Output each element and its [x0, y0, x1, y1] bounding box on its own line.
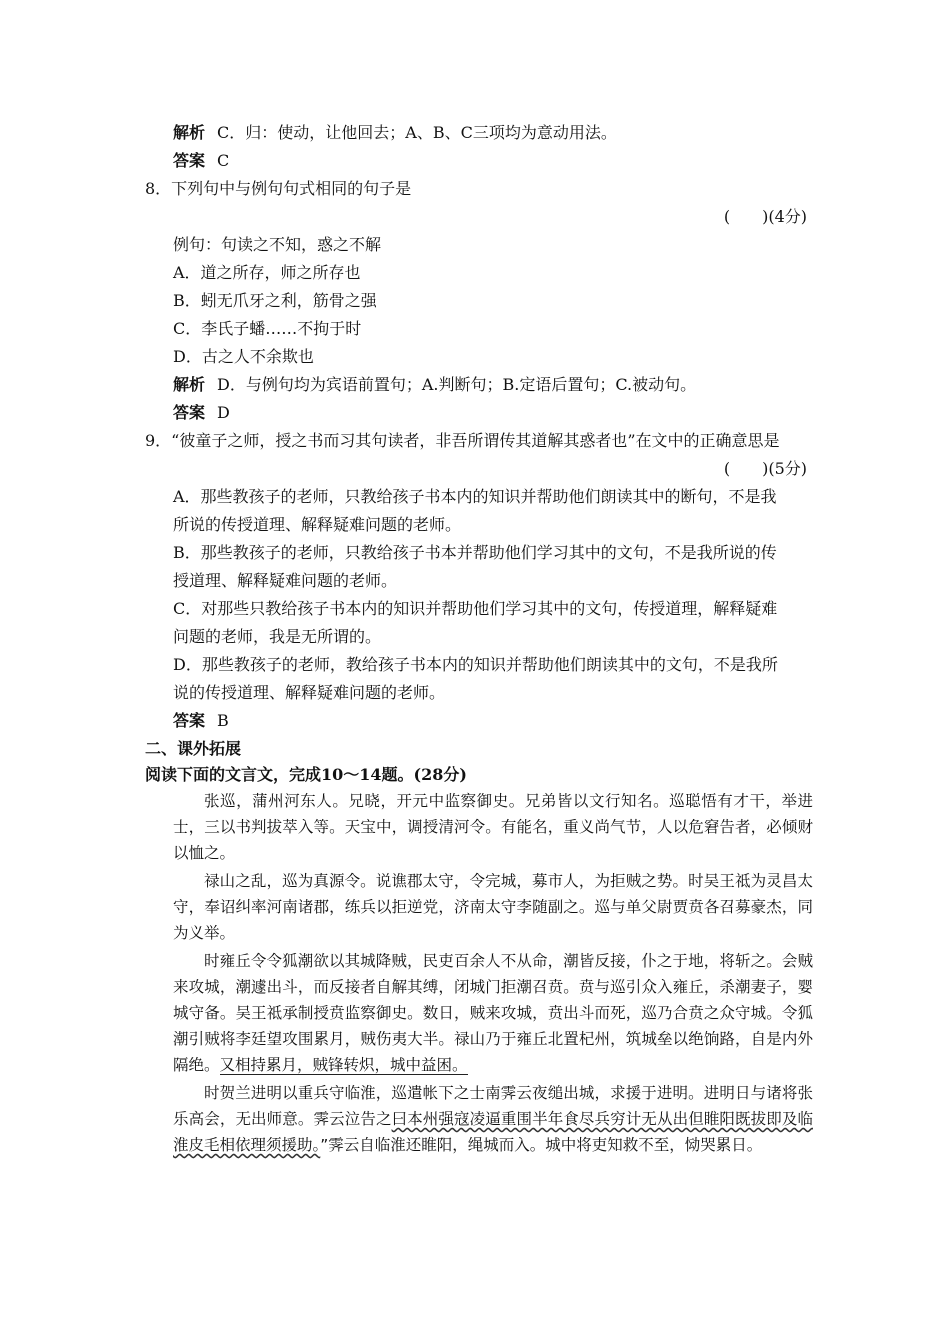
q9-option-b-line2: 授道理、解释疑难问题的老师。: [173, 571, 398, 590]
q9-option-d-line2: 说的传授道理、解释疑难问题的老师。: [173, 683, 446, 702]
q8-analysis: [173, 375, 696, 395]
q8-analysis-text: D．与例句均为宾语前置句；A.判断句；B.定语后置句；C.被动句。: [217, 375, 697, 394]
q9-answer-text: B: [217, 711, 229, 730]
q8-answer-label: 答案: [173, 403, 206, 422]
q8-stem: 8．下列句中与例句句式相同的句子是: [145, 179, 412, 198]
section-heading: 二、课外拓展: [145, 739, 242, 758]
q7-analysis-text: C．归：使动，让他回去；A、B、C三项均为意动用法。: [217, 123, 617, 142]
section-instruction: 阅读下面的文言文，完成10～14题。(28分): [145, 765, 467, 784]
wavy-underlined-sentence: 曰本州强寇凌逼重围半年食尽兵穷计无从出但睢阳既拔即及临淮皮毛相依理须援助。: [173, 1110, 813, 1154]
passage-paragraph-3-text: 时雍丘令令狐潮欲以其城降贼，民吏百余人不从命，潮皆反接，仆之于地，将斩之。会贼来攻城，潮遽出斗，而反接者自解其缚，闭城门拒潮召贲。贲与巡引众入雍丘，杀潮妻子，婴城守备。吴王祗承制授贲监察御史。数日，贼来攻城，贲出斗而死，巡乃合贲之众守城。令狐潮引贼将李廷望攻围累月，贼伤夷大半。禄山乃于雍丘北置杞州，筑城垒以绝饷路，自是内外隔绝。: [173, 952, 813, 1074]
q9-stem: 9．“彼童子之师，授之书而习其句读者，非吾所谓传其道解其惑者也”在文中的正确意思是: [145, 431, 780, 450]
q8-answer: [173, 403, 230, 423]
q8-option-d: D．古之人不余欺也: [173, 347, 314, 366]
q7-answer-text: C: [217, 151, 230, 170]
passage-paragraph-4-end: ”霁云自临淮还睢阳，绳城而入。城中将吏知救不至，恸哭累日。: [320, 1136, 763, 1154]
q8-answer-text: D: [217, 403, 230, 422]
q9-option-c-line1: C．对那些只教给孩子书本内的知识并帮助他们学习其中的文句，传授道理，解释疑难: [173, 599, 778, 618]
q7-answer-label: 答案: [173, 151, 206, 170]
q9-answer-label: 答案: [173, 711, 206, 730]
q8-option-c: C．李氏子蟠……不拘于时: [173, 319, 362, 338]
q9-score: ( )(5分): [723, 459, 807, 478]
passage-paragraph-3: [173, 948, 813, 1078]
q8-score: ( )(4分): [723, 207, 807, 226]
q9-answer: [173, 711, 229, 731]
classical-passage: [173, 788, 813, 1160]
passage-paragraph-2: 禄山之乱，巡为真源令。说谯郡太守，令完城，募市人，为拒贼之势。时吴王祗为灵昌太守，奉诏纠率河南诸郡，练兵以拒逆党，济南太守李随副之。巡与单父尉贾贲各召募豪杰，同为义举。: [173, 872, 813, 942]
passage-paragraph-4: [173, 1080, 813, 1158]
q8-option-a: A．道之所存，师之所存也: [173, 263, 361, 282]
q9-option-c-line2: 问题的老师，我是无所谓的。: [173, 627, 382, 646]
q9-option-a-line1: A．那些教孩子的老师，只教给孩子书本内的知识并帮助他们朗读其中的断句，不是我: [173, 487, 777, 506]
q8-analysis-label: 解析: [173, 375, 206, 394]
underlined-sentence: 又相持累月，贼锋转炽，城中益困。: [219, 1056, 468, 1074]
q8-option-b: B．蚓无爪牙之利，筋骨之强: [173, 291, 377, 310]
q9-option-d-line1: D．那些教孩子的老师，教给孩子书本内的知识并帮助他们朗读其中的文句，不是我所: [173, 655, 778, 674]
passage-paragraph-4-text: 时贺兰进明以重兵守临淮，巡遣帐下之士南霁云夜缒出城，求援于进明。进明日与诸将张乐高会，无出师意。霁云泣告之: [173, 1084, 813, 1128]
q9-option-a-line2: 所说的传授道理、解释疑难问题的老师。: [173, 515, 462, 534]
q8-example: 例句：句读之不知，惑之不解: [173, 235, 382, 254]
q7-analysis: [173, 123, 617, 143]
passage-paragraph-1: 张巡，蒲州河东人。兄晓，开元中监察御史。兄弟皆以文行知名。巡聪悟有才干，举进士，三以书判拔萃入等。天宝中，调授清河令。有能名，重义尚气节，人以危窘告者，必倾财以恤之。: [173, 792, 813, 862]
q7-analysis-label: 解析: [173, 123, 206, 142]
q9-option-b-line1: B．那些教孩子的老师，只教给孩子书本并帮助他们学习其中的文句，不是我所说的传: [173, 543, 777, 562]
q7-answer: [173, 151, 229, 171]
